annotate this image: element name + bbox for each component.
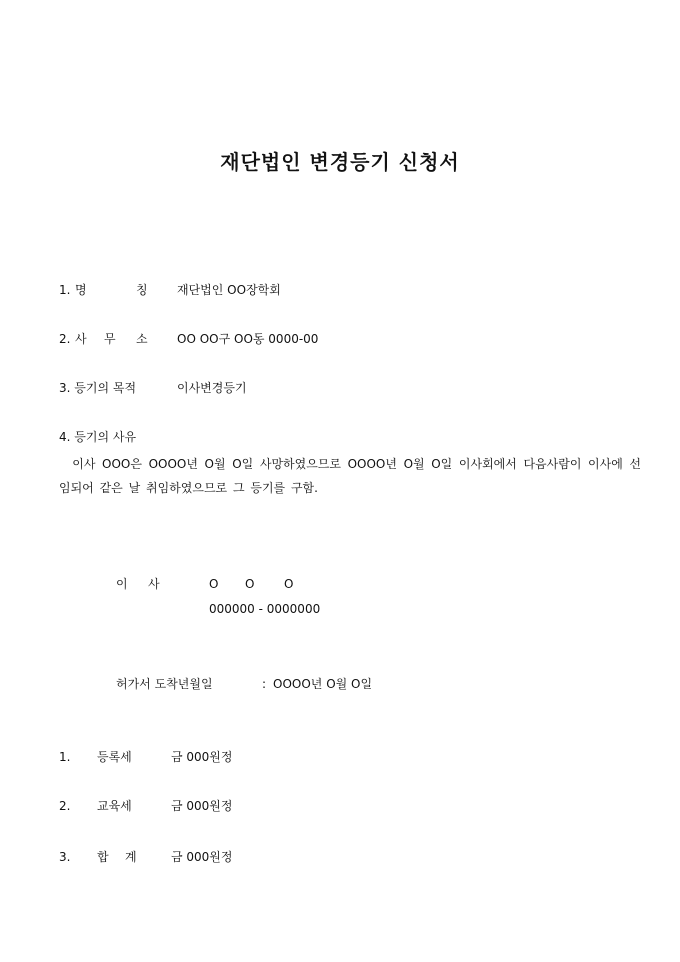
- item-label: 4. 등기의 사유: [59, 430, 137, 444]
- item-label-char: 소: [136, 332, 148, 346]
- fee-amount: 금 000원정: [171, 750, 233, 764]
- fee-label-char: 계: [125, 850, 137, 864]
- director-label-char: 사: [148, 577, 160, 591]
- fee-amount: 금 000원정: [171, 799, 233, 813]
- item-number: 2.: [59, 332, 71, 346]
- fee-label: 교육세: [97, 799, 132, 813]
- item-label: 3. 등기의 목적: [59, 381, 137, 395]
- item-value: 재단법인 OO장학회: [177, 283, 281, 297]
- fee-label-char: 합: [97, 850, 109, 864]
- fee-number: 2.: [59, 799, 71, 813]
- permit-value: OOOO년 O월 O일: [273, 677, 373, 691]
- fee-number: 3.: [59, 850, 71, 864]
- fee-amount: 금 000원정: [171, 850, 233, 864]
- item-value: 이사변경등기: [177, 381, 247, 395]
- permit-label: 허가서 도착년월일: [116, 677, 213, 691]
- document-title: 재단법인 변경등기 신청서: [220, 150, 460, 174]
- id-number: 000000 - 0000000: [209, 602, 321, 616]
- name-mark: O: [284, 577, 294, 591]
- director-label-char: 이: [116, 577, 128, 591]
- item-label-char: 칭: [136, 283, 148, 297]
- name-mark: O: [245, 577, 255, 591]
- name-mark: O: [209, 577, 219, 591]
- item-label-char: 명: [75, 283, 87, 297]
- item-value: OO OO구 OO동 0000-00: [177, 332, 319, 346]
- item-number: 1.: [59, 283, 71, 297]
- item-label-char: 사: [75, 332, 87, 346]
- item-label-char: 무: [104, 332, 116, 346]
- reason-text: 이사 OOO은 OOOO년 O월 O일 사망하였으므로 OOOO년 O월 O일 이사회에서 다음사람이 이사에 선임되어 같은 날 취임하였으므로 그 등기를 구함.: [59, 457, 641, 495]
- permit-separator: :: [262, 677, 267, 691]
- fee-number: 1.: [59, 750, 71, 764]
- fee-label: 등록세: [97, 750, 132, 764]
